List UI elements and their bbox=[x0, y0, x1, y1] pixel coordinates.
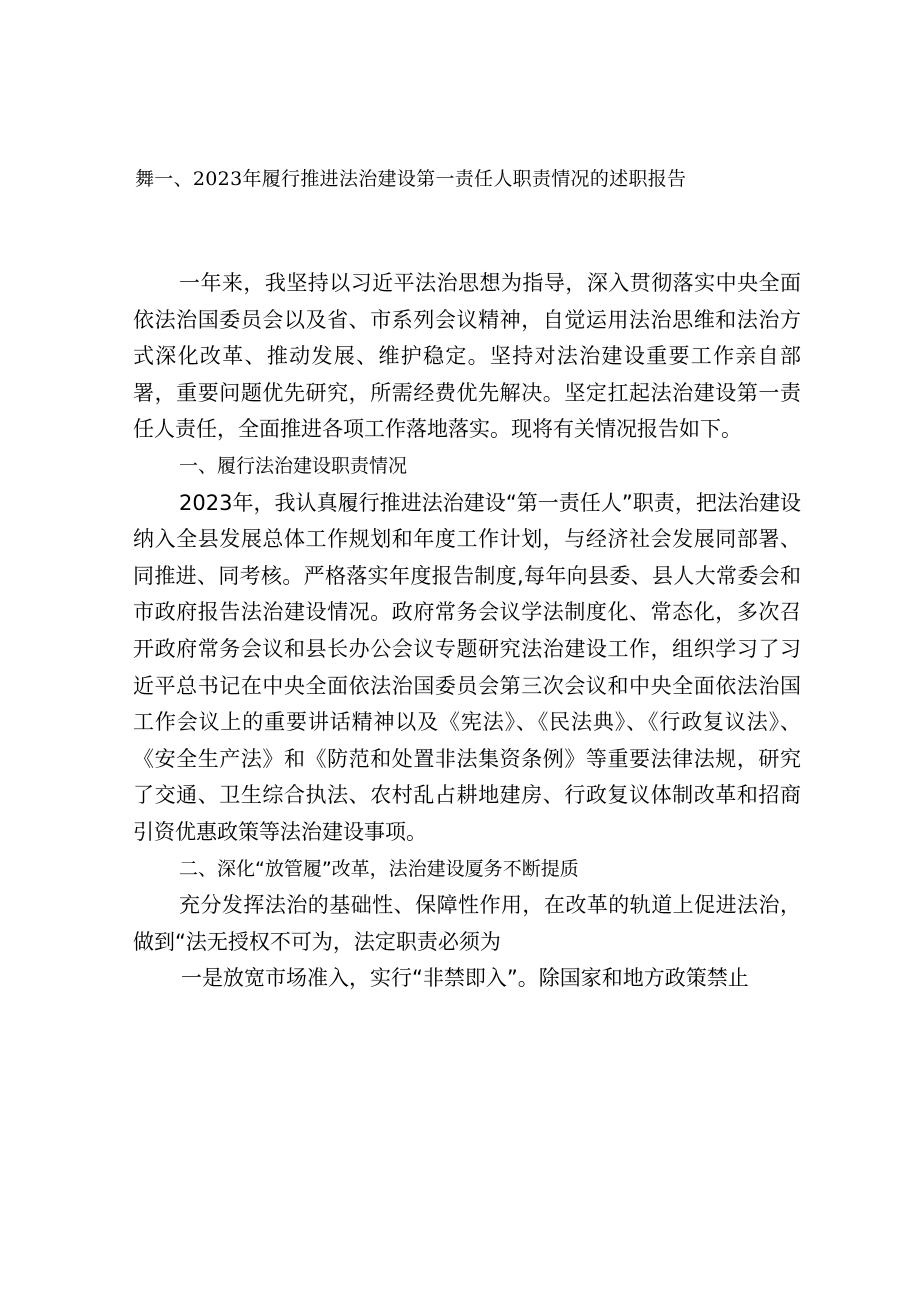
intro-paragraph: 一年来，我坚持以习近平法治思想为指导，深入贯彻落实中央全面依法治国委员会以及省、市系列会议精神，自觉运用法治思维和法治方式深化改革、推动发展、维护稳定。坚持对法治建设重要工作亲自部署，重要问题优先研究，所需经费优先解决。坚定扛起法治建设第一责任人责任，全面推进各项工作落地落实。现将有关情况报告如下。 bbox=[133, 271, 801, 442]
section-2-point-1: 一是放宽市场准入，实行“非禁即入”。除国家和地方政策禁止 bbox=[181, 966, 749, 991]
document-title: 舞一、2023年履行推进法治建设第一责任人职责情况的述职报告 bbox=[135, 168, 687, 190]
section-2-paragraph: 充分发挥法治的基础性、保障性作用，在改革的轨道上促进法治，做到“法无授权不可为，法定职责必须为 bbox=[133, 893, 801, 954]
section-1-heading: 一、履行法治建设职责情况 bbox=[179, 454, 408, 477]
section-1-paragraph: 2023年，我认真履行推进法治建设“第一责任人”职责，把法治建设纳入全县发展总体工作规划和年度工作计划，与经济社会发展同部署、同推进、同考核。严格落实年度报告制度,每年向县委、县人大常委会和市政府报告法治建设情况。政府常务会议学法制度化、常态化，多次召开政府常务会议和县长办公会议专题研究法治建设工作，组织学习了习近平总书记在中央全面依法治国委员会第三次会议和中央全面依法治国工作会议上的重要讲话精神以及《宪法》、《民法典》、《行政复议法》、《安全生产法》和《防范和处置非法集资条例》等重要法律法规，研究了交通、卫生综合执法、农村乱占耕地建房、行政复议体制改革和招商引资优惠政策等法治建设事项。 bbox=[133, 490, 801, 844]
section-2-heading: 二、深化“放管履”改革，法治建设厦务不断提质 bbox=[179, 857, 579, 880]
document-body bbox=[133, 265, 801, 997]
